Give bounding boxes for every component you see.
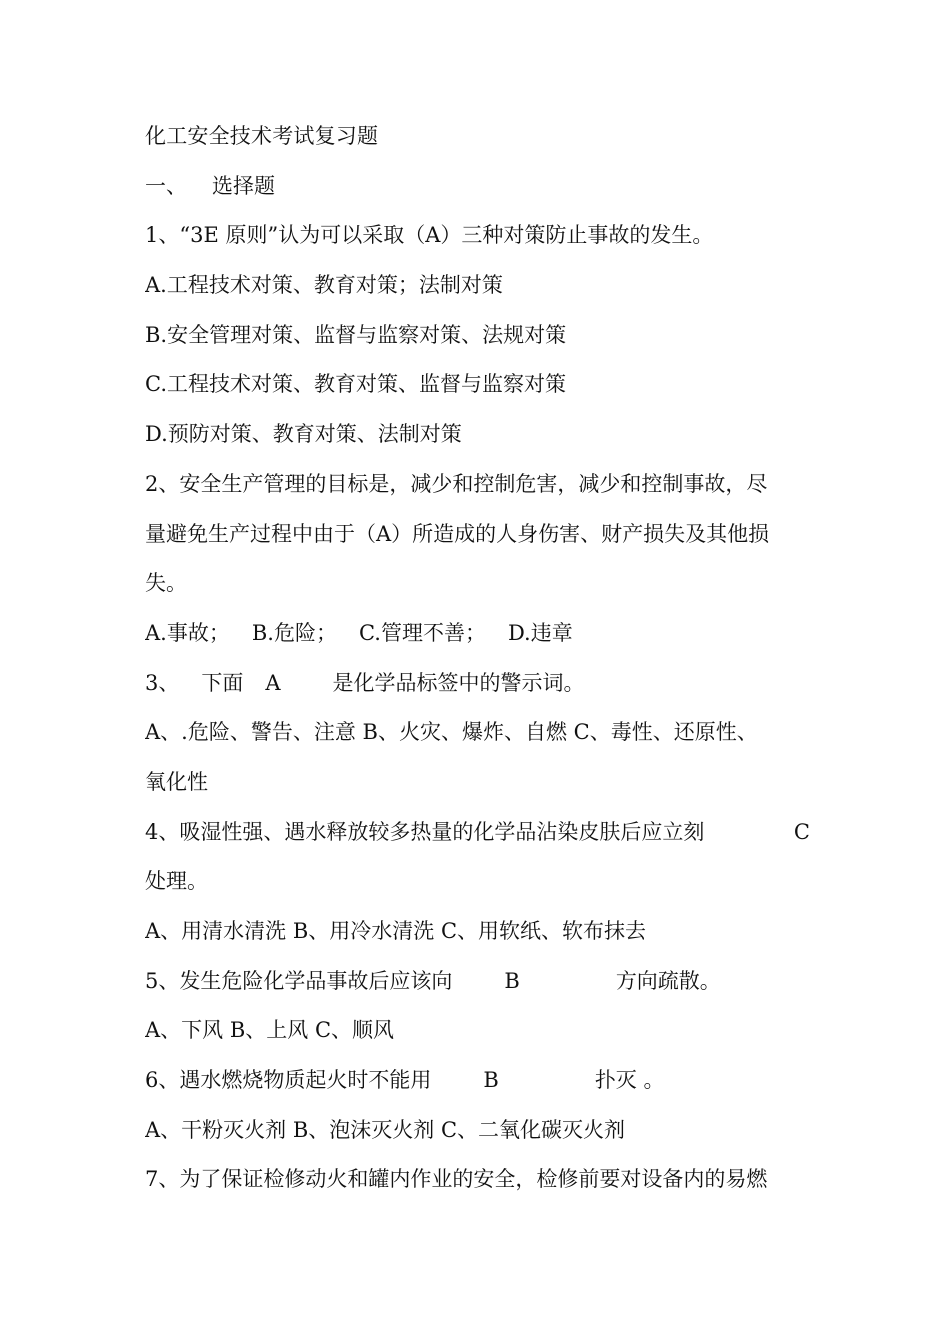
- section-heading: [145, 162, 810, 212]
- question-6-text-b: 扑灭 。: [594, 1068, 665, 1093]
- question-6-text-a: 6、遇水燃烧物质起火时不能用: [145, 1068, 432, 1093]
- question-1-option-a: A.工程技术对策、教育对策；法制对策: [145, 273, 503, 298]
- question-6-answer: B: [483, 1068, 499, 1093]
- question-4-stem-text: 4、吸湿性强、遇水释放较多热量的化学品沾染皮肤后应立刻: [145, 819, 705, 844]
- question-2-stem-line-1: 2、安全生产管理的目标是，减少和控制危害，减少和控制事故，尽: [145, 471, 768, 496]
- question-3-options-line-2: 氧化性: [145, 769, 208, 794]
- question-1-stem: 1、“3E 原则”认为可以采取（A）三种对策防止事故的发生。: [145, 223, 714, 248]
- question-2-option-c: C.管理不善；: [358, 620, 486, 645]
- question-2-stem-line-3: 失。: [145, 571, 187, 596]
- document-body: [145, 112, 810, 1205]
- question-3-answer: A: [265, 670, 281, 695]
- question-7-stem: 7、为了保证检修动火和罐内作业的安全，检修前要对设备内的易燃: [145, 1167, 768, 1192]
- question-3-options-line-1: A、.危险、警告、注意 B、火灾、爆炸、自燃 C、毒性、还原性、: [145, 720, 758, 745]
- question-2-options: [145, 609, 810, 659]
- question-2-option-d: D.违章: [507, 620, 573, 645]
- question-4-answer: C: [793, 819, 810, 844]
- question-3-text-a: 下面: [201, 670, 244, 695]
- question-4-stem: [145, 808, 810, 858]
- question-5-stem: [145, 957, 810, 1007]
- section-label: 选择题: [212, 173, 275, 198]
- question-1-option-b: B.安全管理对策、监督与监察对策、法规对策: [145, 322, 567, 347]
- question-2-stem-line-2: 量避免生产过程中由于（A）所造成的人身伤害、财产损失及其他损: [145, 521, 770, 546]
- document-title: 化工安全技术考试复习题: [145, 124, 379, 148]
- question-6-options: A、干粉灭火剂 B、泡沫灭火剂 C、二氧化碳灭火剂: [145, 1117, 626, 1142]
- question-3-stem: [145, 659, 810, 709]
- question-4-options: A、用清水清洗 B、用冷水清洗 C、用软纸、软布抹去: [145, 919, 647, 943]
- question-5-options: A、下风 B、上风 C、顺风: [145, 1018, 395, 1043]
- section-marker: 一、: [145, 173, 187, 198]
- question-2-option-a: A.事故；: [145, 620, 230, 645]
- question-1-option-c: C.工程技术对策、教育对策、监督与监察对策: [145, 372, 566, 397]
- question-2-option-b: B.危险；: [251, 620, 337, 645]
- question-3-number: 3、: [145, 670, 180, 695]
- question-4-stem-cont: 处理。: [145, 869, 208, 894]
- question-5-answer: B: [504, 968, 520, 993]
- question-5-text-b: 方向疏散。: [615, 968, 721, 993]
- question-3-text-b: 是化学品标签中的警示词。: [332, 670, 585, 695]
- question-6-stem: [145, 1056, 810, 1106]
- question-1-option-d: D.预防对策、教育对策、法制对策: [145, 422, 462, 447]
- question-5-text-a: 5、发生危险化学品事故后应该向: [145, 968, 453, 993]
